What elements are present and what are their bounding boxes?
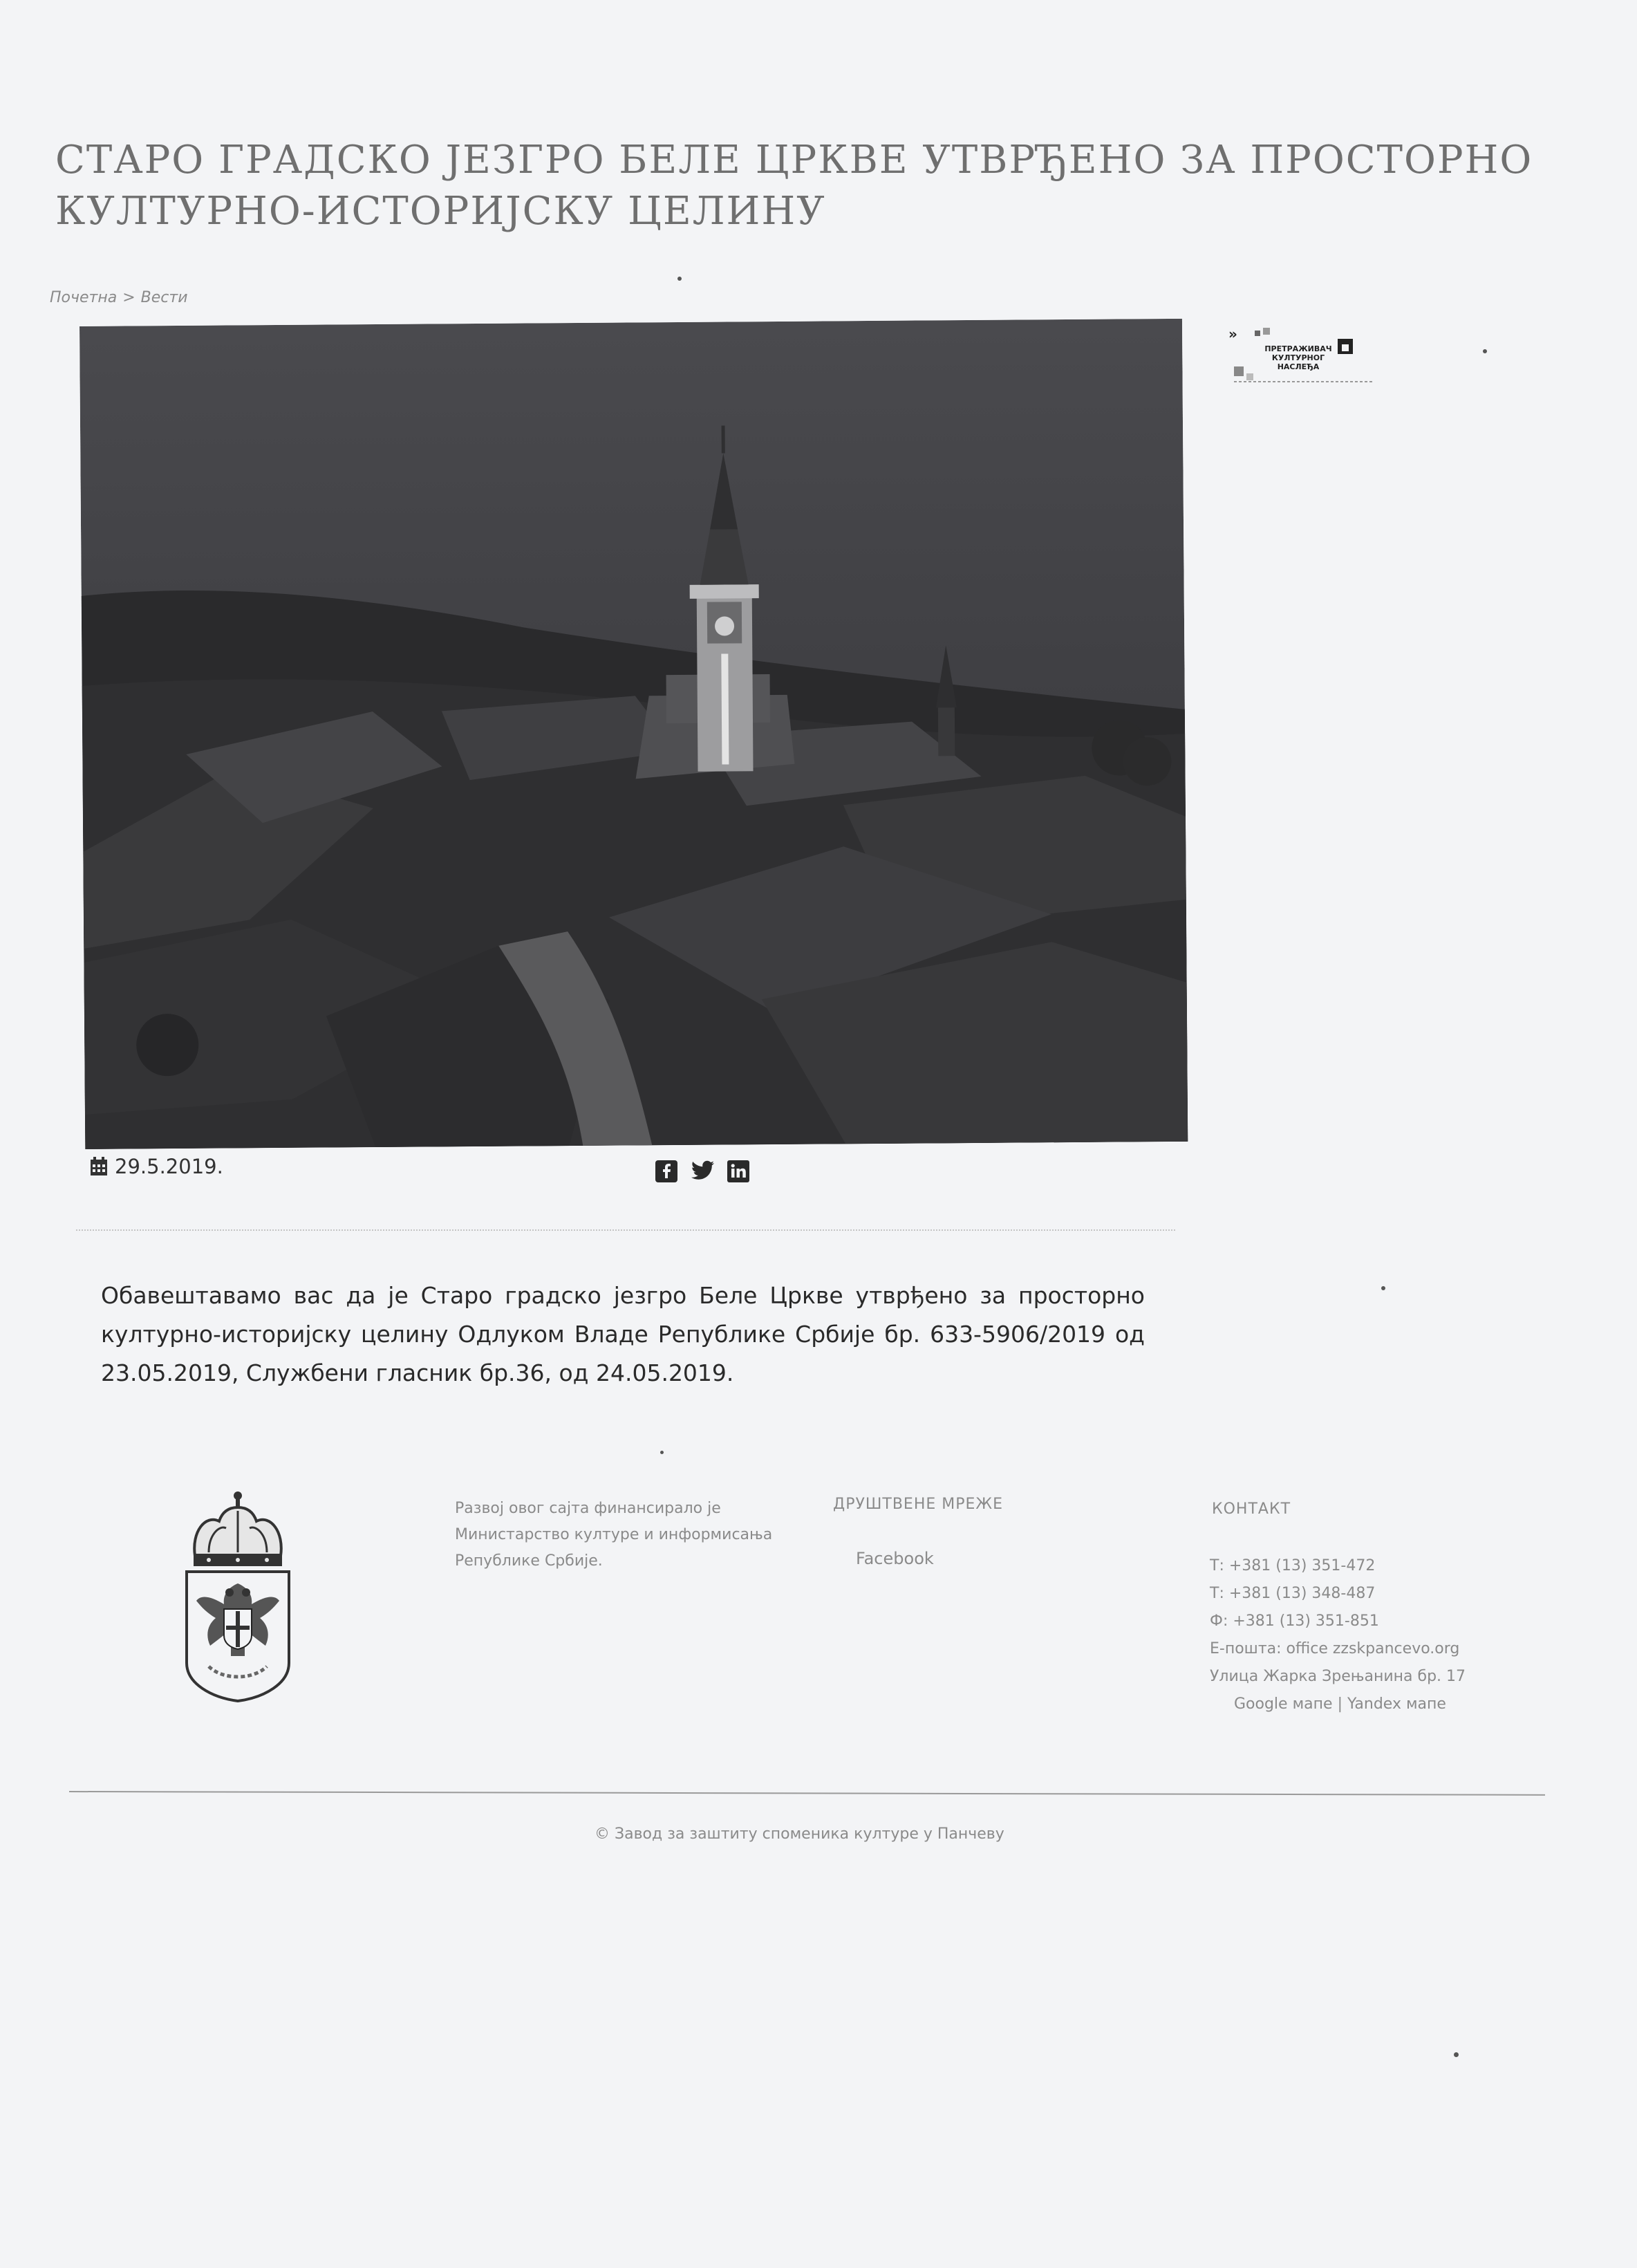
heritage-search-logo[interactable] <box>1227 325 1379 387</box>
heritage-logo-text <box>1260 344 1336 371</box>
breadcrumb <box>50 289 188 306</box>
map-links-separator: | <box>1337 1695 1343 1713</box>
svg-text:»: » <box>1228 326 1237 342</box>
scan-speck <box>1483 349 1487 353</box>
serbian-coat-of-arms-icon <box>181 1490 295 1704</box>
facebook-share-button[interactable] <box>655 1160 677 1182</box>
social-networks-heading: ДРУШТВЕНЕ МРЕЖЕ <box>833 1496 1003 1513</box>
post-date-text: 29.5.2019. <box>115 1155 223 1178</box>
page-title-line-2: КУЛТУРНО-ИСТОРИЈСКУ ЦЕЛИНУ <box>55 189 826 234</box>
share-buttons <box>655 1160 749 1182</box>
hero-image <box>79 319 1188 1149</box>
post-date <box>90 1155 223 1178</box>
breadcrumb-news-link[interactable]: Вести <box>140 289 188 306</box>
contact-phone-2: Т: +381 (13) 348-487 <box>1210 1585 1376 1602</box>
map-links <box>1210 1691 1466 1718</box>
twitter-share-button[interactable] <box>691 1160 713 1182</box>
footer-crest <box>181 1490 295 1704</box>
scan-speck <box>1381 1286 1385 1290</box>
content-divider <box>76 1229 1175 1231</box>
facebook-icon <box>655 1160 677 1182</box>
heritage-logo-line-2: КУЛТУРНОГ <box>1271 353 1325 362</box>
funding-notice: Развој овог сајта финансирало је Министарство културе и информисања Републике Србије. <box>455 1500 773 1570</box>
contact-address: Улица Жарка Зрењанина бр. 17 <box>1210 1668 1466 1685</box>
calendar-icon <box>90 1157 108 1176</box>
twitter-icon <box>691 1160 715 1181</box>
contact-phone-1: Т: +381 (13) 351-472 <box>1210 1557 1376 1574</box>
google-maps-link[interactable]: Google мапе <box>1234 1695 1333 1713</box>
linkedin-share-button[interactable] <box>727 1160 749 1182</box>
copyright-notice: © Завод за заштиту споменика културе у Панчеву <box>595 1825 1004 1843</box>
heritage-logo-line-3: НАСЛЕЂА <box>1277 362 1320 371</box>
scan-speck <box>1454 2052 1459 2057</box>
contact-heading: КОНТАКТ <box>1212 1500 1291 1518</box>
church-town-photo-icon <box>79 319 1188 1149</box>
contact-details <box>1210 1552 1466 1718</box>
contact-fax: Ф: +381 (13) 351-851 <box>1210 1612 1379 1630</box>
yandex-maps-link[interactable]: Yandex мапе <box>1347 1695 1446 1713</box>
breadcrumb-separator: > <box>122 289 135 306</box>
contact-email[interactable]: Е-пошта: office zzskpancevo.org <box>1210 1640 1460 1657</box>
scan-speck <box>660 1451 664 1454</box>
page-title-line-1: СТАРО ГРАДСКО ЈЕЗГРО БЕЛЕ ЦРКВЕ УТВРЂЕНО ЗА ПРОСТОРНО <box>55 138 1533 183</box>
article-body: Обавештавамо вас да је Старо градско језгро Беле Цркве утврђено за просторно културно-историјску целину Одлуком Владе Републике Србије бр. 633-5906/2019 од 23.05.2019, Службени гласник бр.36, од 24.05.2019. <box>101 1282 1145 1386</box>
footer-divider <box>69 1791 1545 1796</box>
breadcrumb-home-link[interactable]: Почетна <box>50 289 118 306</box>
page-title <box>55 135 1533 237</box>
scan-speck <box>677 277 682 281</box>
facebook-link[interactable]: Facebook <box>856 1549 934 1568</box>
linkedin-icon <box>727 1160 749 1182</box>
post-meta <box>90 1155 1168 1189</box>
heritage-logo-line-1: ПРЕТРАЖИВАЧ <box>1264 344 1332 353</box>
